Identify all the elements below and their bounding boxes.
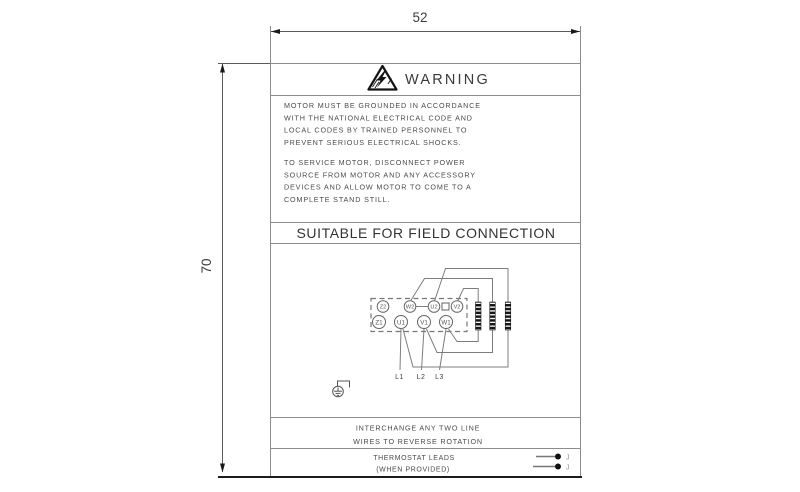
- terminal-label: V1: [420, 319, 428, 327]
- warning-triangle-icon: [369, 66, 397, 90]
- width-dimension: [271, 10, 580, 34]
- note-line: WIRES TO REVERSE ROTATION: [353, 437, 483, 446]
- grounding-paragraph: [284, 101, 481, 147]
- paragraph-line: LOCAL CODES BY TRAINED PERSONNEL TO: [284, 125, 468, 135]
- label-outline: [218, 26, 582, 477]
- paragraph-line: DEVICES AND ALLOW MOTOR TO COME TO A: [284, 182, 472, 192]
- terminal-label: Z2: [379, 304, 387, 311]
- height-dimension: [199, 64, 270, 473]
- winding-coil: [505, 302, 511, 330]
- width-dimension-value: 52: [412, 10, 428, 25]
- note-line: THERMOSTAT LEADS: [373, 455, 455, 462]
- terminal-label: V2: [453, 304, 461, 311]
- wiring-diagram: [333, 269, 511, 397]
- paragraph-line: WITH THE NATIONAL ELECTRICAL CODE AND: [284, 113, 473, 123]
- winding-coil: [476, 302, 482, 330]
- paragraph-line: TO SERVICE MOTOR, DISCONNECT POWER: [284, 158, 466, 167]
- terminal-block: [371, 299, 467, 332]
- line-label-l2: L2: [416, 374, 426, 381]
- height-dimension-value: 70: [199, 258, 214, 274]
- line-label-l1: L1: [395, 374, 404, 381]
- warning-title: WARNING: [405, 72, 490, 88]
- service-paragraph: [284, 158, 476, 204]
- thermostat-note: [373, 454, 569, 474]
- paragraph-line: COMPLETE STAND STILL.: [284, 194, 391, 204]
- paragraph-line: MOTOR MUST BE GROUNDED IN ACCORDANCE: [284, 101, 481, 110]
- terminal-label: Z1: [375, 319, 383, 327]
- line-label-l3: L3: [435, 374, 444, 381]
- terminal-label: U1: [397, 319, 405, 327]
- terminal-label: W1: [441, 319, 451, 327]
- winding-coils: [476, 302, 511, 330]
- section-heading: SUITABLE FOR FIELD CONNECTION: [296, 225, 556, 241]
- lead-label-j: J: [566, 464, 570, 472]
- warning-header: [369, 66, 490, 90]
- note-line: (WHEN PROVIDED): [376, 466, 450, 474]
- terminal-label: W2: [405, 304, 415, 311]
- interchange-note: [353, 424, 483, 447]
- note-line: INTERCHANGE ANY TWO LINE: [355, 423, 481, 433]
- paragraph-line: PREVENT SERIOUS ELECTRICAL SHOCKS.: [284, 137, 462, 147]
- paragraph-line: SOURCE FROM MOTOR AND ANY ACCESSORY: [284, 170, 476, 180]
- lead-label-j: J: [566, 454, 570, 462]
- thermostat-lead-symbol: [536, 454, 570, 462]
- winding-coil: [490, 302, 496, 330]
- thermostat-lead-symbol: [533, 464, 570, 472]
- ground-icon: [333, 381, 350, 397]
- terminal-label: U2: [430, 304, 438, 311]
